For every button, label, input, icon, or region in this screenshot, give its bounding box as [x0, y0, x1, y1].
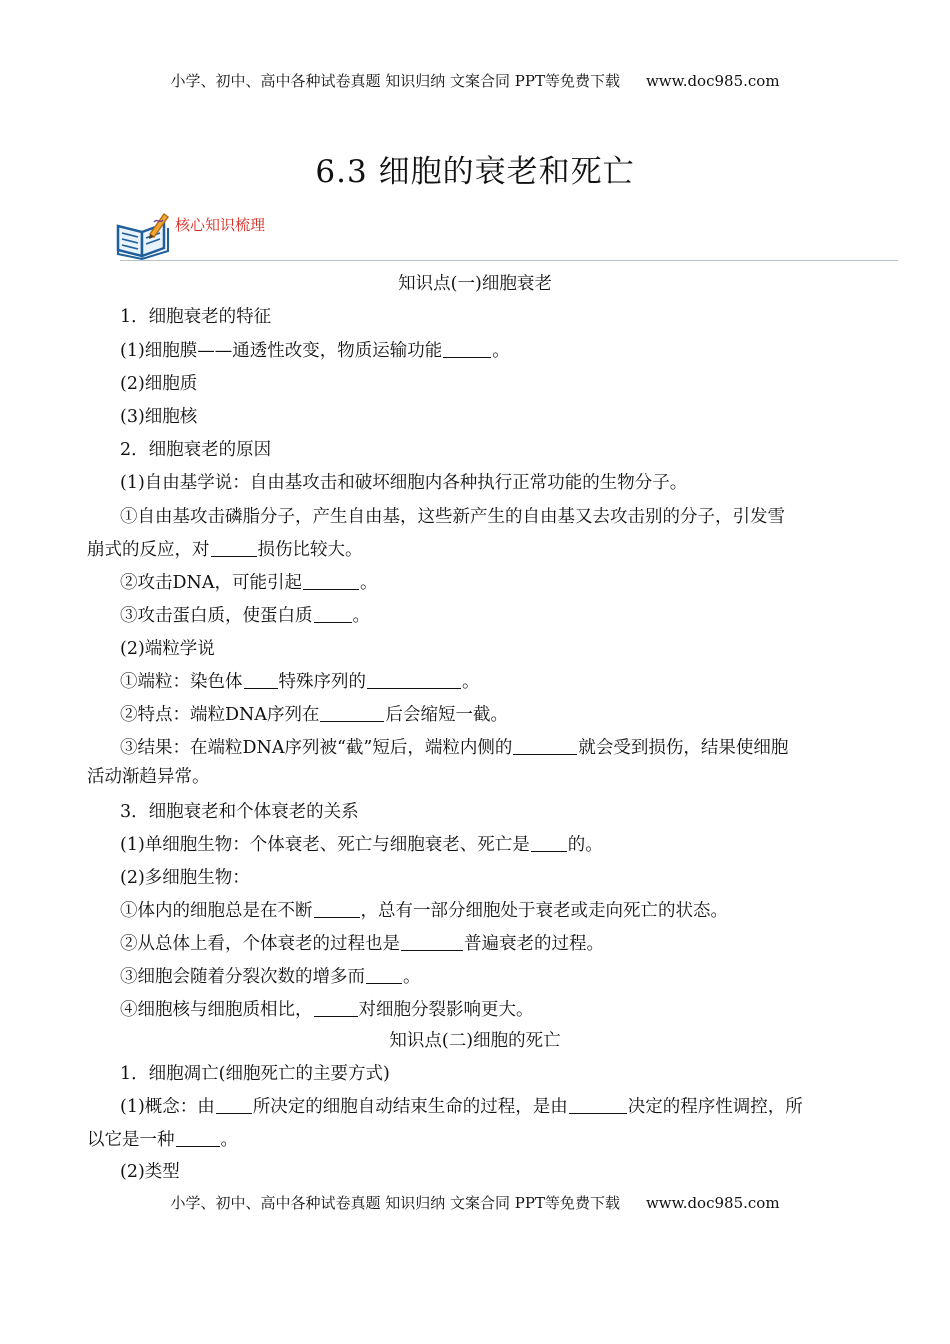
item-3-2-1: ①体内的细胞总是在不断 ，总有一部分细胞处于衰老或走向死亡的状态。: [120, 901, 728, 921]
knowledge-point-1-heading: 知识点(一)细胞衰老: [398, 274, 552, 294]
section-badge-label: 核心知识梳理: [175, 216, 266, 234]
item-2-2-3-cont: 活动渐趋异常。: [87, 767, 210, 787]
fill-blank[interactable]: [314, 605, 352, 623]
fill-blank[interactable]: [176, 1129, 220, 1147]
item-2-1-3: ③攻击蛋白质，使蛋白质 。: [120, 606, 370, 626]
item-3-2-3: ③细胞会随着分裂次数的增多而 。: [120, 967, 421, 987]
item-t1-1: (1)概念：由 所决定的细胞自动结束生命的过程，是由 决定的程序性调控，所: [120, 1097, 803, 1117]
item-1-2: (2)细胞质: [120, 374, 198, 394]
page-footer: [0, 1192, 950, 1213]
fill-blank[interactable]: [443, 340, 491, 358]
fill-blank[interactable]: [531, 834, 567, 852]
fill-blank[interactable]: [244, 671, 278, 689]
item-3-2-2: ②从总体上看，个体衰老的过程也是 普遍衰老的过程。: [120, 934, 604, 954]
fill-blank[interactable]: [513, 737, 577, 755]
page-header: [0, 70, 950, 91]
item-2-heading: 2．细胞衰老的原因: [120, 440, 272, 460]
item-t1-1-cont: 以它是一种 。: [87, 1130, 238, 1150]
footer-site-link[interactable]: www.doc985.com: [645, 1194, 780, 1212]
item-2-1-1: ①自由基攻击磷脂分子，产生自由基，这些新产生的自由基又去攻击别的分子，引发雪: [120, 507, 785, 527]
item-3-1: (1)单细胞生物：个体衰老、死亡与细胞衰老、死亡是 的。: [120, 835, 603, 855]
item-1-1: (1)细胞膜——通透性改变，物质运输功能 。: [120, 341, 510, 361]
item-3-2: (2)多细胞生物：: [120, 868, 250, 888]
fill-blank[interactable]: [314, 900, 360, 918]
fill-blank[interactable]: [569, 1096, 627, 1114]
item-2-2: (2)端粒学说: [120, 639, 215, 659]
item-1-heading: 1．细胞衰老的特征: [120, 307, 272, 327]
item-t1-2: (2)类型: [120, 1162, 180, 1182]
item-1-3: (3)细胞核: [120, 407, 198, 427]
item-2-2-2: ②特点：端粒DNA序列在 后会缩短一截。: [120, 705, 508, 725]
fill-blank[interactable]: [401, 933, 463, 951]
fill-blank[interactable]: [366, 966, 402, 984]
item-t1-heading: 1．细胞凋亡(细胞死亡的主要方式): [120, 1064, 390, 1084]
section-divider: [120, 260, 898, 261]
open-book-icon: [114, 212, 174, 260]
item-2-1: (1)自由基学说：自由基攻击和破坏细胞内各种执行正常功能的生物分子。: [120, 473, 688, 493]
item-2-2-1: ①端粒：染色体 特殊序列的 。: [120, 672, 480, 692]
fill-blank[interactable]: [320, 704, 384, 722]
header-site-link[interactable]: www.doc985.com: [645, 72, 780, 90]
item-3-2-4: ④细胞核与细胞质相比， 对细胞分裂影响更大。: [120, 1000, 534, 1020]
item-3-heading: 3．细胞衰老和个体衰老的关系: [120, 802, 359, 822]
page-title: 6.3 细胞的衰老和死亡: [315, 154, 635, 190]
fill-blank[interactable]: [211, 539, 257, 557]
item-2-1-1-cont: 崩式的反应，对 损伤比较大。: [87, 540, 363, 560]
fill-blank[interactable]: [303, 572, 359, 590]
item-2-1-2: ②攻击DNA，可能引起 。: [120, 573, 378, 593]
fill-blank[interactable]: [216, 1096, 252, 1114]
knowledge-point-2-heading: 知识点(二)细胞的死亡: [389, 1031, 561, 1051]
header-text: 小学、初中、高中各种试卷真题 知识归纳 文案合同 PPT等免费下载: [170, 72, 620, 90]
fill-blank[interactable]: [367, 671, 461, 689]
fill-blank[interactable]: [314, 999, 358, 1017]
item-2-2-3: ③结果：在端粒DNA序列被“截”短后，端粒内侧的 就会受到损伤，结果使细胞: [120, 738, 789, 758]
footer-text: 小学、初中、高中各种试卷真题 知识归纳 文案合同 PPT等免费下载: [170, 1194, 620, 1212]
